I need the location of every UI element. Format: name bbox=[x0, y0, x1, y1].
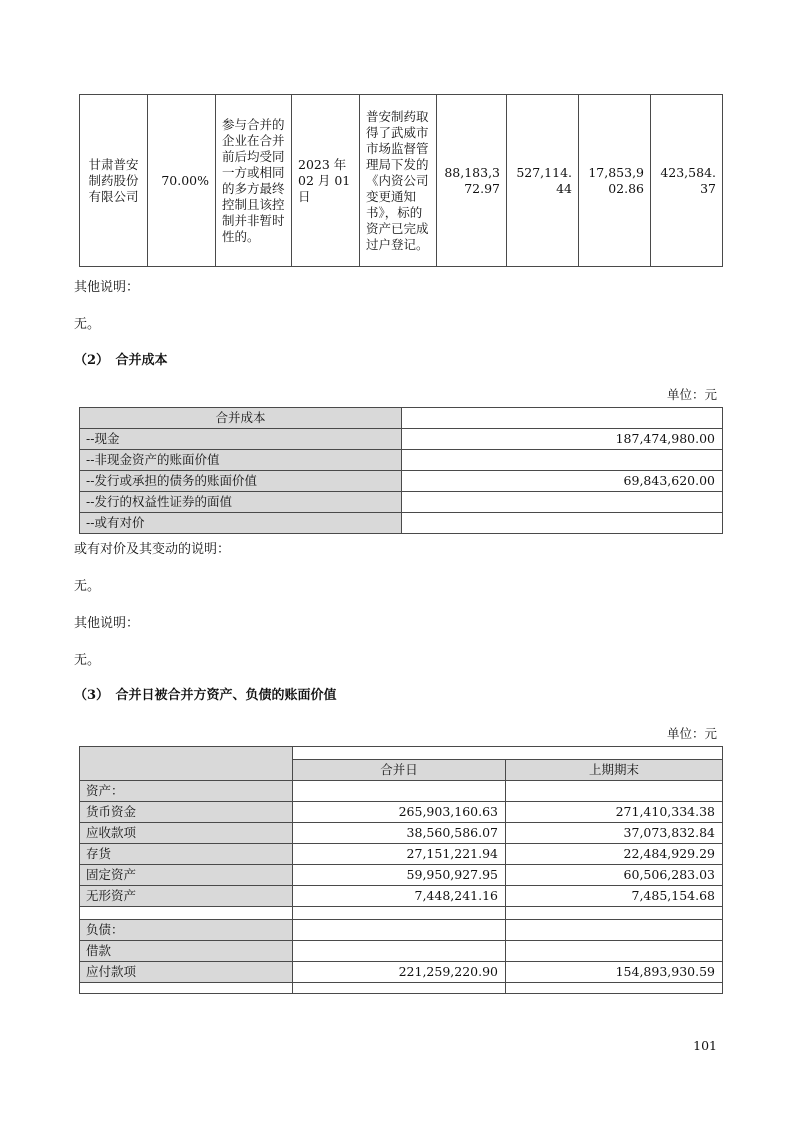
prior-period-value-cell: 154,893,930.59 bbox=[506, 962, 723, 983]
unit-label: 单位：元 bbox=[666, 387, 717, 402]
merger-value-cell-4: 423,584.37 bbox=[651, 95, 723, 267]
table-row bbox=[80, 492, 723, 513]
merge-day-value-cell bbox=[293, 941, 506, 962]
row-label-cell: 货币资金 bbox=[80, 802, 293, 823]
row-label-cell: --发行的权益性证券的面值 bbox=[80, 492, 402, 513]
book-value-header-spacer-cell bbox=[293, 747, 723, 760]
unit-label: 单位：元 bbox=[666, 726, 717, 741]
prior-period-value-cell: 60,506,283.03 bbox=[506, 865, 723, 886]
row-label-cell: 借款 bbox=[80, 941, 293, 962]
merge-day-value-cell: 221,259,220.90 bbox=[293, 962, 506, 983]
table-row bbox=[80, 781, 723, 802]
cost-table-header-cell: 合并成本 bbox=[80, 408, 402, 429]
spacer-row bbox=[80, 907, 723, 920]
column-header-prior-period: 上期期末 bbox=[506, 760, 723, 781]
row-label-cell bbox=[80, 983, 293, 994]
spacer-row bbox=[80, 983, 723, 994]
merge-day-value-cell bbox=[293, 781, 506, 802]
row-label-cell: --非现金资产的账面价值 bbox=[80, 450, 402, 471]
other-note-label: 其他说明： bbox=[74, 616, 140, 631]
book-value-corner-cell bbox=[80, 747, 293, 781]
column-header-merge-day: 合并日 bbox=[293, 760, 506, 781]
table-row bbox=[80, 865, 723, 886]
table-row bbox=[80, 802, 723, 823]
merger-date-cell: 2023 年 02 月 01 日 bbox=[292, 95, 360, 267]
page-content bbox=[74, 94, 722, 994]
merger-value-cell-3: 17,853,902.86 bbox=[579, 95, 651, 267]
row-label-cell: 应付款项 bbox=[80, 962, 293, 983]
table-row bbox=[80, 823, 723, 844]
book-value-table bbox=[79, 746, 723, 994]
none-text: 无。 bbox=[74, 653, 101, 668]
prior-period-value-cell bbox=[506, 781, 723, 802]
contingent-note-label: 或有对价及其变动的说明： bbox=[74, 542, 231, 557]
table-row bbox=[80, 844, 723, 865]
row-value-cell bbox=[402, 513, 723, 534]
merge-day-value-cell bbox=[293, 920, 506, 941]
merger-value-cell-2: 527,114.44 bbox=[507, 95, 579, 267]
row-value-cell bbox=[402, 450, 723, 471]
section-2-heading: （2） 合并成本 bbox=[74, 353, 168, 368]
cost-table-header-row bbox=[80, 408, 723, 429]
table-row bbox=[80, 513, 723, 534]
cost-table-header-value-cell bbox=[402, 408, 723, 429]
merge-day-value-cell: 27,151,221.94 bbox=[293, 844, 506, 865]
row-label-cell: 负债： bbox=[80, 920, 293, 941]
prior-period-value-cell: 37,073,832.84 bbox=[506, 823, 723, 844]
other-note-label: 其他说明： bbox=[74, 280, 140, 295]
table-row bbox=[80, 450, 723, 471]
merge-day-value-cell: 265,903,160.63 bbox=[293, 802, 506, 823]
merge-day-value-cell: 7,448,241.16 bbox=[293, 886, 506, 907]
merger-ratio-cell: 70.00% bbox=[148, 95, 216, 267]
table-row bbox=[80, 920, 723, 941]
row-value-cell bbox=[402, 492, 723, 513]
prior-period-value-cell bbox=[506, 941, 723, 962]
merger-value-cell-1: 88,183,372.97 bbox=[437, 95, 507, 267]
merger-continuation-table bbox=[79, 94, 723, 267]
row-label-cell: --或有对价 bbox=[80, 513, 402, 534]
prior-period-value-cell bbox=[506, 920, 723, 941]
row-label-cell: --现金 bbox=[80, 429, 402, 450]
row-label-cell: 资产： bbox=[80, 781, 293, 802]
merger-row bbox=[80, 95, 723, 267]
merge-day-value-cell: 59,950,927.95 bbox=[293, 865, 506, 886]
table-row bbox=[80, 886, 723, 907]
merged-company-name-cell: 甘肃普安制药股份有限公司 bbox=[80, 95, 148, 267]
row-label-cell: --发行或承担的债务的账面价值 bbox=[80, 471, 402, 492]
section-3-heading: （3） 合并日被合并方资产、负债的账面价值 bbox=[74, 688, 337, 703]
row-label-cell bbox=[80, 907, 293, 920]
table-row bbox=[80, 941, 723, 962]
table-row bbox=[80, 429, 723, 450]
row-label-cell: 存货 bbox=[80, 844, 293, 865]
table-row bbox=[80, 471, 723, 492]
merger-determination-cell: 普安制药取得了武威市市场监督管理局下发的《内资公司变更通知书》，标的资产已完成过户登记。 bbox=[360, 95, 437, 267]
merge-day-value-cell bbox=[293, 907, 506, 920]
table-row bbox=[80, 962, 723, 983]
row-label-cell: 固定资产 bbox=[80, 865, 293, 886]
prior-period-value-cell: 7,485,154.68 bbox=[506, 886, 723, 907]
page-number: 101 bbox=[693, 1038, 717, 1053]
book-value-header-top-row bbox=[80, 747, 723, 760]
row-value-cell: 69,843,620.00 bbox=[402, 471, 723, 492]
prior-period-value-cell: 271,410,334.38 bbox=[506, 802, 723, 823]
row-label-cell: 应收款项 bbox=[80, 823, 293, 844]
prior-period-value-cell bbox=[506, 983, 723, 994]
prior-period-value-cell: 22,484,929.29 bbox=[506, 844, 723, 865]
prior-period-value-cell bbox=[506, 907, 723, 920]
none-text: 无。 bbox=[74, 317, 101, 332]
merge-day-value-cell bbox=[293, 983, 506, 994]
merger-basis-cell: 参与合并的企业在合并前后均受同一方或相同的多方最终控制且该控制并非暂时性的。 bbox=[216, 95, 292, 267]
cost-table bbox=[79, 407, 723, 534]
row-label-cell: 无形资产 bbox=[80, 886, 293, 907]
merge-day-value-cell: 38,560,586.07 bbox=[293, 823, 506, 844]
row-value-cell: 187,474,980.00 bbox=[402, 429, 723, 450]
none-text: 无。 bbox=[74, 579, 101, 594]
